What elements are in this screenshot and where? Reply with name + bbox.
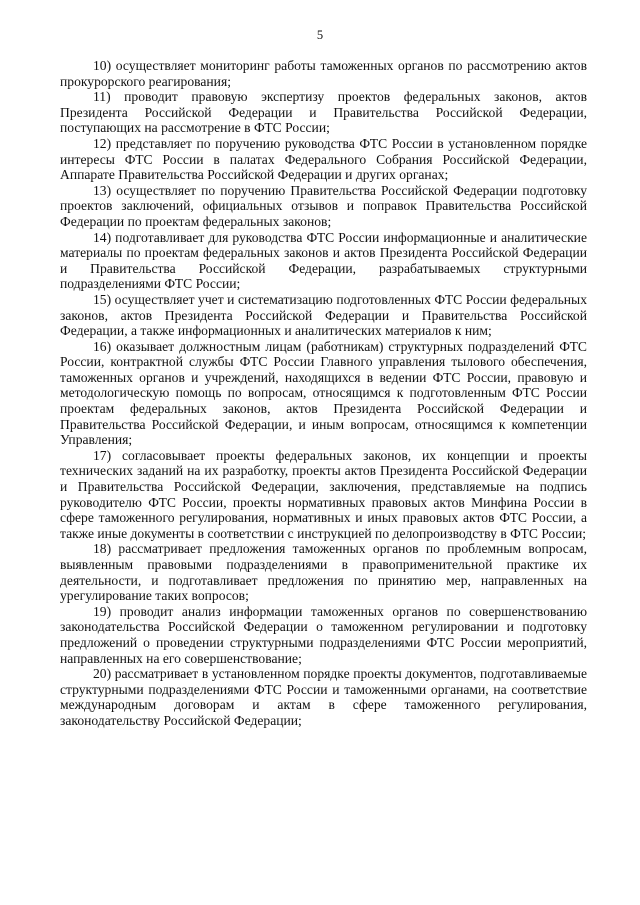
list-item-19: 19) проводит анализ информации таможенных органов по совершенствованию законодательства Российской Федерации о таможенном регулировании и подготовку предложений о проведении структурными подразделениями ФТС России мероприятий, направленных на его совершенствование; [60, 603, 587, 666]
list-item-14: 14) подготавливает для руководства ФТС России информационные и аналитические материалы по проектам федеральных законов и актов Президента Российской Федерации и Правительства Российской Федерации, разрабатываемых структурными подразделениями ФТС России; [60, 229, 587, 292]
list-item-11: 11) проводит правовую экспертизу проектов федеральных законов, актов Президента Российской Федерации и Правительства Российской Федерации, поступающих на рассмотрение в ФТС России; [60, 89, 587, 136]
list-item-15: 15) осуществляет учет и систематизацию подготовленных ФТС России федеральных законов, актов Президента Российской Федерации и Правительства Российской Федерации, а также информационных и аналитических материалов к ним; [60, 291, 587, 339]
list-item-12: 12) представляет по поручению руководства ФТС России в установленном порядке интересы ФТС России в палатах Федерального Собрания Российской Федерации, Аппарате Правительства Российской Федерации и других органах; [60, 135, 587, 183]
list-item-20: 20) рассматривает в установленном порядке проекты документов, подготавливаемые структурными подразделениями ФТС России и таможенными органами, на соответствие международным договорам и актам в сфере таможенного регулирования, законодательству Российской Федерации; [60, 666, 587, 728]
document-body [60, 58, 587, 729]
page-number: 5 [316, 28, 324, 42]
list-item-17: 17) согласовывает проекты федеральных законов, их концепции и проекты технических заданий на их разработку, проекты актов Президента Российской Федерации и Правительства Российской Федерации, заключения, представляемые на подпись руководителю ФТС России, проекты нормативных правовых актов Минфина России в сфере таможенного регулирования, нормативных и иных правовых актов ФТС России, а также иные документы в соответствии с инструкцией по делопроизводству в ФТС России; [60, 447, 587, 541]
list-item-13: 13) осуществляет по поручению Правительства Российской Федерации подготовку проектов заключений, официальных отзывов и поправок Правительства Российской Федерации по проектам федеральных законов; [60, 182, 587, 229]
list-item-16: 16) оказывает должностным лицам (работникам) структурных подразделений ФТС России, контрактной службы ФТС России Главного управления тылового обеспечения, таможенных органов и учреждений, находящихся в ведении ФТС России, правовую и методологическую помощь по вопросам, относящимся к подготовленным ФТС России проектам федеральных законов, актов Президента Российской Федерации и Правительства Российской Федерации, и иным вопросам, относящимся к компетенции Управления; [60, 338, 587, 448]
list-item-10: 10) осуществляет мониторинг работы таможенных органов по рассмотрению актов прокурорского реагирования; [60, 58, 587, 89]
list-item-18: 18) рассматривает предложения таможенных органов по проблемным вопросам, выявленным правовыми подразделениями в правоприменительной практике их деятельности, и подготавливает предложения по принятию мер, направленных на урегулирование таких вопросов; [60, 541, 587, 604]
